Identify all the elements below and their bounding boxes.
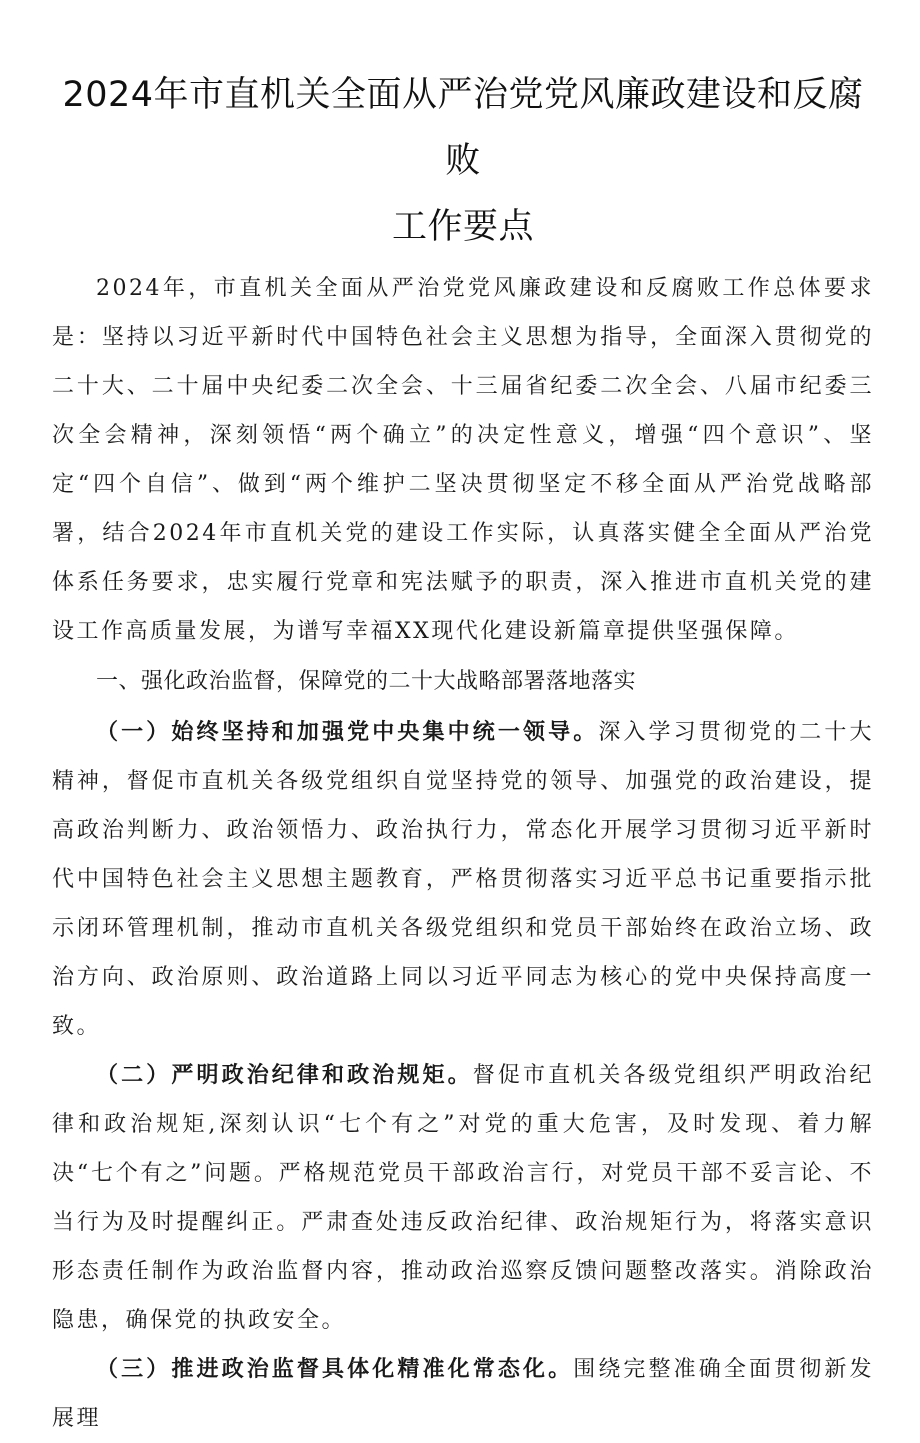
item-lead-1: （一）始终坚持和加强党中央集中统一领导。 (96, 719, 599, 745)
title-line-2: 工作要点 (391, 207, 534, 247)
intro-paragraph: 2024年，市直机关全面从严治党党风廉政建设和反腐败工作总体要求是：坚持以习近平新时代中国特色社会主义思想为指导，全面深入贯彻党的二十大、二十届中央纪委二次全会、十三届省纪委二次全会、八届市纪委三次全会精神，深刻领悟“两个确立”的决定性意义，增强“四个意识”、坚定“四个自信”、做到“两个维护二坚决贯彻坚定不移全面从严治党战略部署，结合2024年市直机关党的建设工作实际，认真落实健全全面从严治党体系任务要求，忠实履行党章和宪法赋予的职责，深入推进市直机关党的建设工作高质量发展，为谱写幸福XX现代化建设新篇章提供坚强保障。 (52, 276, 874, 644)
item-paragraph-3 (52, 1345, 874, 1443)
item-body-2: 督促市直机关各级党组织严明政治纪律和政治规矩,深刻认识“七个有之”对党的重大危害，及时发现、着力解决“七个有之”问题。严格规范党员干部政治言行，对党员干部不妥言论、不当行为及时提醒纠正。严肃查处违反政治纪律、政治规矩行为，将落实意识形态责任制作为政治监督内容，推动政治巡察反馈问题整改落实。消除政治隐患，确保党的执政安全。 (52, 1063, 874, 1333)
item-body-3: 围绕完整准确全面贯彻新发展理 (52, 1357, 874, 1431)
item-paragraph-1 (52, 708, 874, 1051)
item-lead-3: （三）推进政治监督具体化精准化常态化。 (96, 1356, 574, 1382)
document-title (52, 62, 874, 260)
title-line-1: 2024年市直机关全面从严治党党风廉政建设和反腐败 (62, 75, 864, 181)
section-heading-1: 一、强化政治监督，保障党的二十大战略部署落地落实 (96, 669, 637, 694)
item-lead-2: （二）严明政治纪律和政治规矩。 (96, 1062, 473, 1088)
item-body-1: 深入学习贯彻党的二十大精神，督促市直机关各级党组织自觉坚持党的领导、加强党的政治建设，提高政治判断力、政治领悟力、政治执行力，常态化开展学习贯彻习近平新时代中国特色社会主义思想主题教育，严格贯彻落实习近平总书记重要指示批示闭环管理机制，推动市直机关各级党组织和党员干部始终在政治立场、政治方向、政治原则、政治道路上同以习近平同志为核心的党中央保持高度一致。 (52, 720, 874, 1039)
